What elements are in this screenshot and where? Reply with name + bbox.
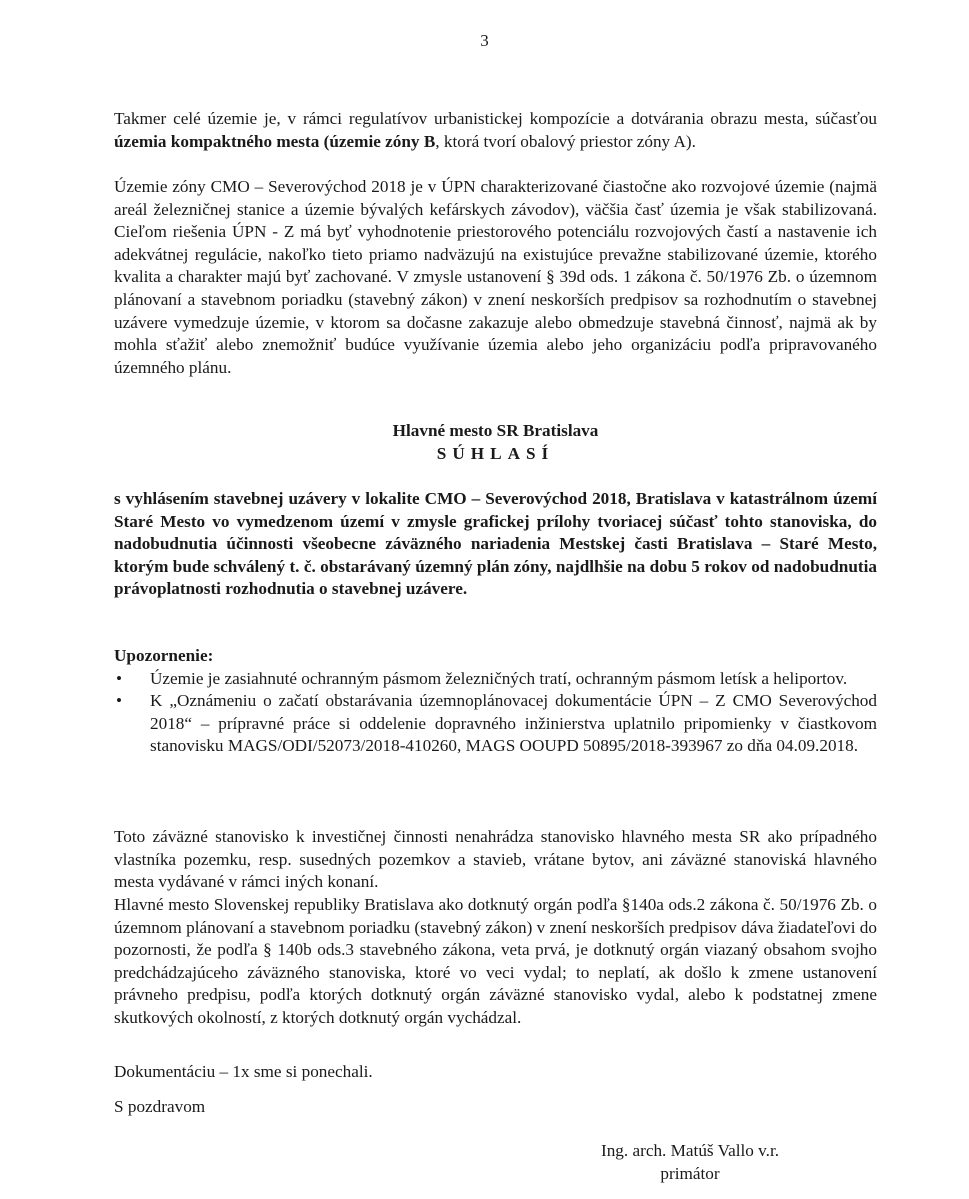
signature-name: Ing. arch. Matúš Vallo v.r. (600, 1141, 780, 1160)
notice-list (114, 668, 877, 758)
heading-verdict: SÚHLASÍ (436, 443, 555, 463)
documentation-note: Dokumentáciu – 1x sme si ponechali. (114, 1062, 373, 1081)
notice-title: Upozornenie: (114, 646, 214, 665)
greeting: S pozdravom (114, 1097, 206, 1116)
notice-item: • Územie je zasiahnuté ochranným pásmom železničných tratí, ochranným pásmom letísk a heliportov. (114, 668, 877, 691)
binding-opinion-paragraph: Toto záväzné stanovisko k investičnej činnosti nenahrádza stanovisko hlavného mesta SR ako prípadného vlastníka pozemku, resp. susedných pozemkov a stavieb, vrátane bytov, ani záväzné stanoviská hlavného mesta vydávané v rámci iných konaní. (114, 827, 877, 892)
heading-authority: Hlavné mesto SR Bratislava (392, 421, 599, 440)
notice-section (114, 645, 877, 758)
authority-notice-paragraph: Hlavné mesto Slovenskej republiky Bratislava ako dotknutý orgán podľa §140a ods.2 zákona č. 50/1976 Zb. o územnom plánovaní a stavebnom poriadku (stavebný zákon) v znení neskorších predpisov dáva žiadateľovi do pozornosti, že podľa § 140b ods.3 stavebného zákona, veta prvá, je dotknutý orgán viazaný obsahom svojho predchádzajúceho záväzného stanoviska, ktoré vo veci vydal; to neplatí, ak došlo k zmene ustanovení právneho predpisu, podľa ktorých dotknutý orgán záväzné stanovisko vydal, alebo k podstatnej zmene skutkových okolností, z ktorých dotknutý orgán vychádzal. (114, 895, 877, 1027)
notice-item: • K „Oznámeniu o začatí obstarávania územnoplánovacej dokumentácie ÚPN – Z CMO Severovýchod 2018“ – prípravné práce si oddelenie dopravného inžinierstva uplatnilo pripomienky v čiastkovom stanovisku MAGS/ODI/52073/2018-410260, MAGS OOUPD 50895/2018-393967 zo dňa 04.09.2018. (114, 690, 877, 758)
intro-text-bold: územia kompaktného mesta (územie zóny B (114, 131, 436, 151)
decision-heading (114, 420, 877, 465)
signature-block (575, 1140, 805, 1185)
territory-paragraph: Územie zóny CMO – Severovýchod 2018 je v ÚPN charakterizované čiastočne ako rozvojové územie (najmä areál železničnej stanice a územie bývalých kefárskych závodov), väčšia časť územia je však stabilizovaná. Cieľom riešenia ÚPN - Z má byť vyhodnotenie priestorového potenciálu rozvojových častí a nastavenie ich adekvátnej regulácie, nakoľko tieto priamo nadväzujú na existujúce prevažne stabilizované územie, ktorého kvalita a charakter majú byť zachované. V zmysle ustanovení § 39d ods. 1 zákona č. 50/1976 Zb. o územnom plánovaní a stavebnom poriadku (stavebný zákon) v znení neskorších predpisov sa rozhodnutím o stavebnej uzávere vymedzuje územie, v ktorom sa dočasne zakazuje alebo obmedzuje stavebná činnosť, najmä ak by mohla sťažiť alebo znemožniť budúce využívanie územia alebo jeho organizáciu podľa pripravovaného územného plánu. (114, 177, 877, 377)
page-number: 3 (480, 31, 489, 50)
intro-text-b: , ktorá tvorí obalový priestor zóny A). (435, 131, 696, 151)
intro-paragraph (114, 108, 877, 153)
signature-title: primátor (660, 1163, 720, 1183)
intro-text-a: Takmer celé územie je, v rámci regulatívov urbanistickej kompozície a dotvárania obrazu mesta, súčasťou (114, 109, 877, 128)
consent-paragraph: s vyhlásením stavebnej uzávery v lokalite CMO – Severovýchod 2018, Bratislava v katastrálnom území Staré Mesto vo vymedzenom území v zmysle grafickej prílohy tvoriacej súčasť tohto stanoviska, do nadobudnutia účinnosti všeobecne záväzného nariadenia Mestskej časti Bratislava – Staré Mesto, ktorým bude schválený t. č. obstarávaný územný plán zóny, najdlhšie na dobu 5 rokov od nadobudnutia právoplatnosti rozhodnutia o stavebnej uzávere. (114, 489, 877, 599)
